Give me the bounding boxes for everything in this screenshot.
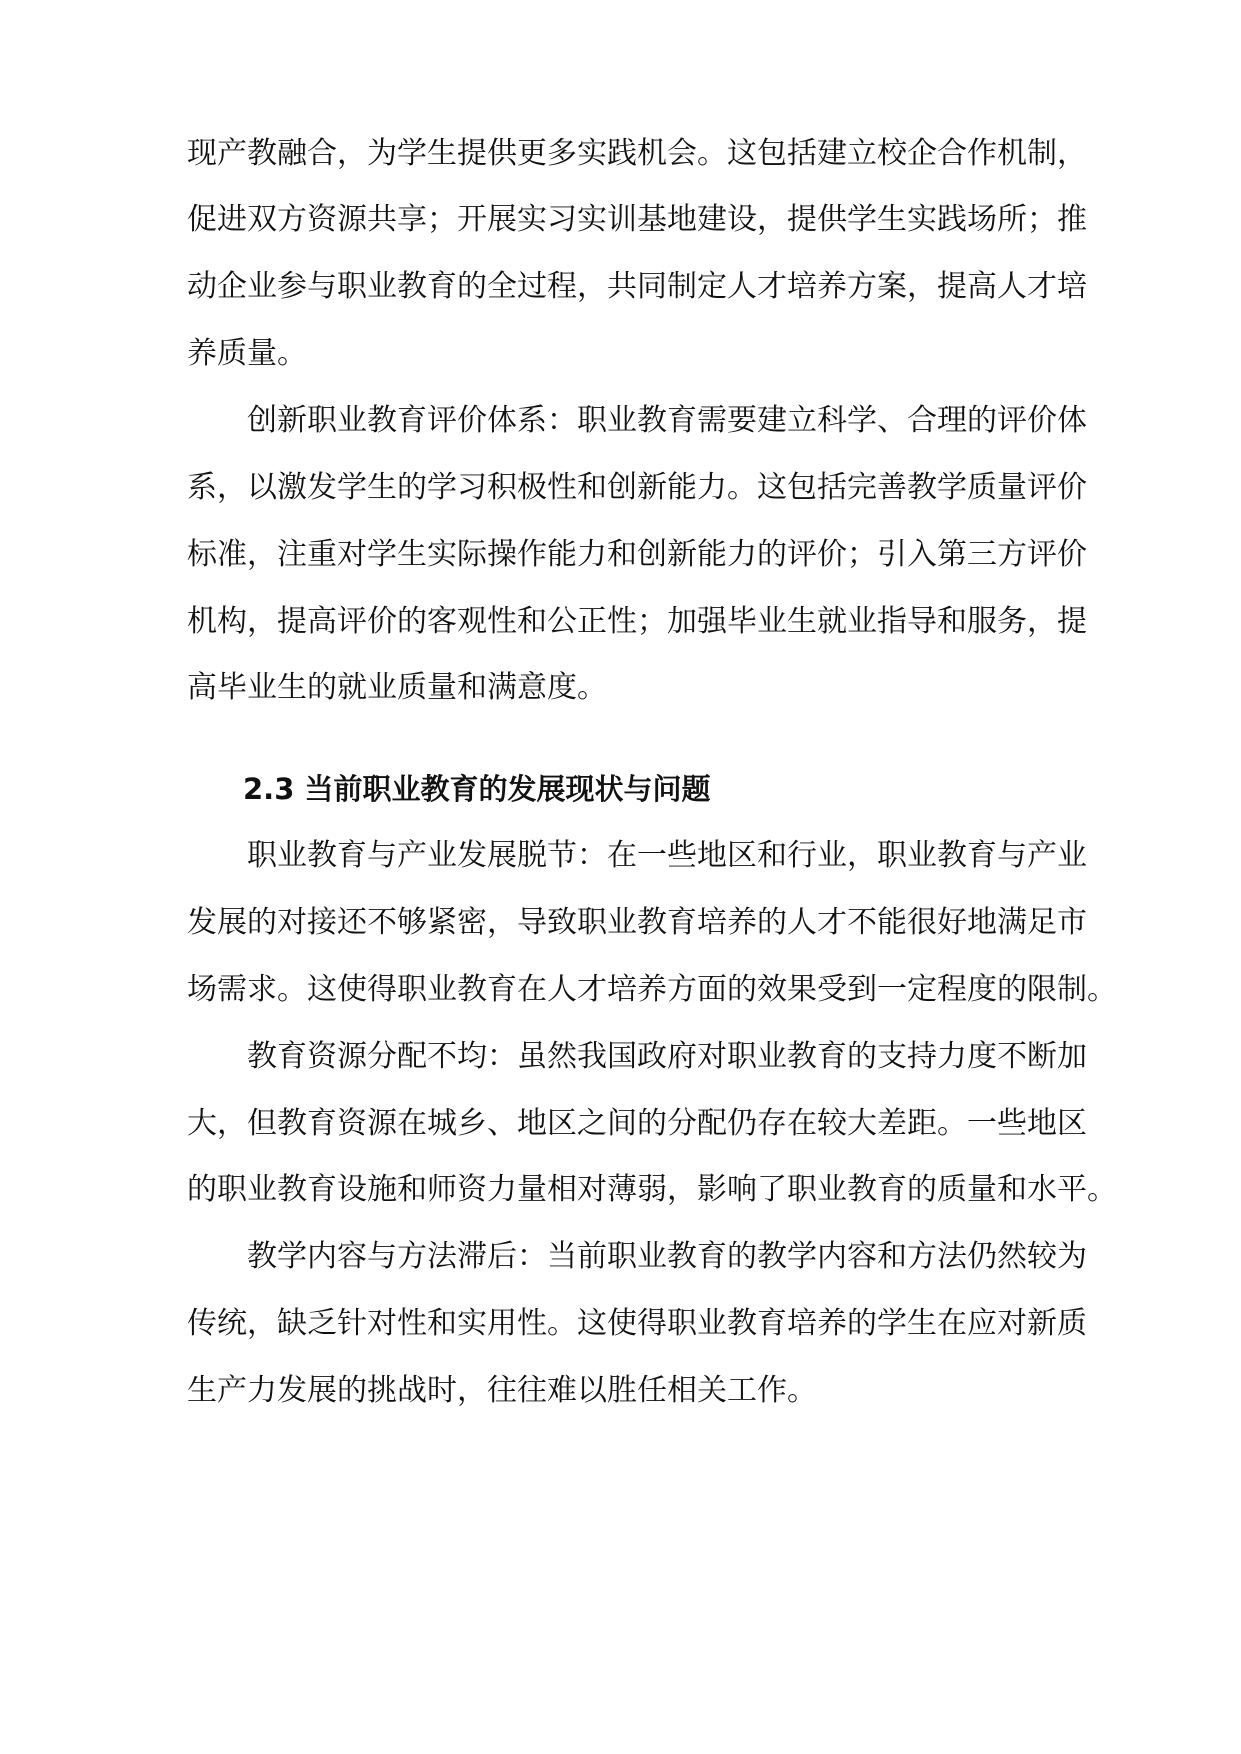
text-line: 职业教育与产业发展脱节：在一些地区和行业，职业教育与产业 (247, 838, 1087, 873)
text-line: 标准，注重对学生实际操作能力和创新能力的评价；引入第三方评价 (187, 537, 1087, 572)
text-line: 生产力发展的挑战时，往往难以胜任相关工作。 (187, 1373, 817, 1408)
text-line: 促进双方资源共享；开展实习实训基地建设，提供学生实践场所；推 (187, 202, 1087, 237)
text-line: 场需求。这使得职业教育在人才培养方面的效果受到一定程度的限制。 (187, 972, 1117, 1007)
text-line: 高毕业生的就业质量和满意度。 (187, 670, 607, 705)
text-line: 的职业教育设施和师资力量相对薄弱，影响了职业教育的质量和水平。 (187, 1172, 1117, 1207)
section-heading: 2.3 当前职业教育的发展现状与问题 (243, 772, 711, 806)
document-page (187, 0, 1117, 1754)
text-line: 传统，缺乏针对性和实用性。这使得职业教育培养的学生在应对新质 (187, 1306, 1087, 1341)
text-line: 大，但教育资源在城乡、地区之间的分配仍存在较大差距。一些地区 (187, 1106, 1087, 1141)
text-line: 机构，提高评价的客观性和公正性；加强毕业生就业指导和服务，提 (187, 604, 1087, 639)
text-line: 系，以激发学生的学习积极性和创新能力。这包括完善教学质量评价 (187, 470, 1087, 505)
text-line: 发展的对接还不够紧密，导致职业教育培养的人才不能很好地满足市 (187, 905, 1087, 940)
text-line: 创新职业教育评价体系：职业教育需要建立科学、合理的评价体 (247, 403, 1087, 438)
text-line: 现产教融合，为学生提供更多实践机会。这包括建立校企合作机制， (187, 136, 1087, 171)
text-line: 教育资源分配不均：虽然我国政府对职业教育的支持力度不断加 (247, 1039, 1087, 1074)
text-line: 动企业参与职业教育的全过程，共同制定人才培养方案，提高人才培 (187, 269, 1087, 304)
text-line: 教学内容与方法滞后：当前职业教育的教学内容和方法仍然较为 (247, 1239, 1087, 1274)
text-line: 养质量。 (187, 336, 307, 371)
